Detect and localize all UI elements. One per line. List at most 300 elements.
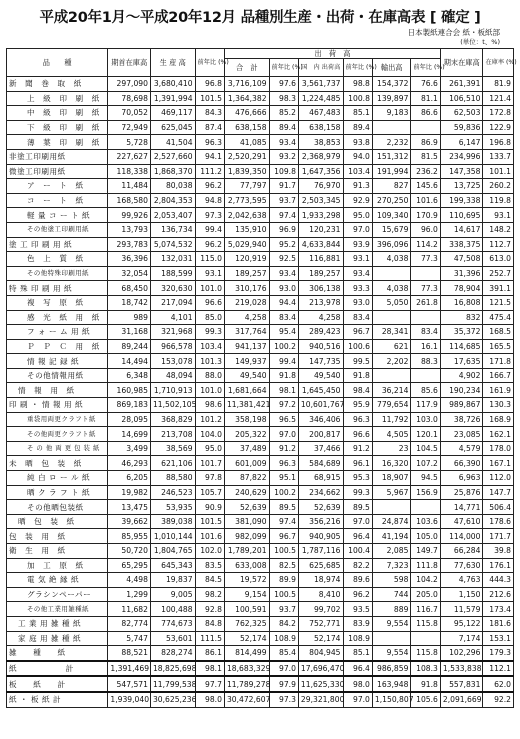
table-cell: 98.2: [195, 587, 224, 602]
table-cell: 261,391: [440, 77, 483, 92]
table-cell: 310,176: [224, 281, 269, 296]
table-cell: 28,341: [372, 325, 411, 340]
table-cell: 50,720: [108, 544, 151, 559]
table-cell: 234,662: [298, 485, 343, 500]
table-cell: 9,183: [372, 106, 411, 121]
row-name: その他情報用紙: [7, 368, 108, 383]
table-cell: 96.3: [269, 456, 298, 471]
table-row: [7, 500, 514, 515]
table-cell: 18,683,329: [224, 661, 269, 677]
header-production: 生 産 高: [150, 49, 195, 77]
table-cell: 1,839,350: [224, 164, 269, 179]
table-cell: 94.8: [195, 193, 224, 208]
table-cell: 120,231: [298, 222, 343, 237]
table-cell: 444.3: [483, 573, 514, 588]
table-cell: 53,601: [150, 631, 195, 646]
table-cell: 189,257: [298, 266, 343, 281]
table-cell: 136,734: [150, 222, 195, 237]
table-cell: 260.2: [483, 179, 514, 194]
table-cell: 506.4: [483, 500, 514, 515]
row-name: 晒 包 装 紙: [7, 514, 108, 529]
table-cell: 14,699: [108, 427, 151, 442]
table-cell: 168.9: [483, 412, 514, 427]
table-cell: 11,625,330: [298, 676, 343, 692]
table-cell: 941,137: [224, 339, 269, 354]
table-cell: 82,774: [108, 616, 151, 631]
table-cell: 111.2: [195, 164, 224, 179]
table-cell: 93.2: [269, 149, 298, 164]
table-row: [7, 616, 514, 631]
table-row: [7, 602, 514, 617]
table-cell: 189,257: [224, 266, 269, 281]
table-cell: 93.1: [195, 266, 224, 281]
table-cell: 95.9: [343, 398, 372, 413]
table-cell: 99.4: [195, 222, 224, 237]
table-cell: 106,510: [440, 91, 483, 106]
table-cell: 168,580: [108, 193, 151, 208]
header-shipments: 出 荷 高: [224, 49, 440, 59]
table-cell: 41,085: [224, 135, 269, 150]
table-cell: 76.6: [411, 77, 440, 92]
table-cell: 476,666: [224, 106, 269, 121]
table-cell: 102.0: [195, 544, 224, 559]
table-cell: 261.8: [411, 295, 440, 310]
table-cell: 53,935: [150, 500, 195, 515]
header-closing-stock: 期末在庫高: [440, 49, 483, 77]
table-cell: 77.3: [411, 281, 440, 296]
table-cell: 117.9: [411, 398, 440, 413]
row-name: 電 気 絶 縁 紙: [7, 573, 108, 588]
table-cell: 475.4: [483, 310, 514, 325]
table-cell: 94.4: [269, 295, 298, 310]
table-cell: 547,571: [108, 676, 151, 692]
row-name: Ｐ Ｐ Ｃ 用 紙: [7, 339, 108, 354]
table-cell: 109,340: [372, 208, 411, 223]
table-cell: 3,716,109: [224, 77, 269, 92]
row-name: 微塗工印刷用紙: [7, 164, 108, 179]
table-row: [7, 310, 514, 325]
table-cell: 104.0: [195, 427, 224, 442]
table-cell: 85.0: [195, 310, 224, 325]
table-cell: 2,368,979: [298, 149, 343, 164]
table-cell: 91.8: [269, 368, 298, 383]
table-cell: 92.9: [343, 193, 372, 208]
table-cell: 147.7: [483, 485, 514, 500]
table-cell: 97.0: [343, 514, 372, 529]
table-cell: 48,094: [150, 368, 195, 383]
table-cell: 107.2: [411, 456, 440, 471]
table-row: [7, 295, 514, 310]
header-total: 合 計: [224, 59, 269, 77]
row-name: 色 上 質 紙: [7, 252, 108, 267]
table-cell: 105.7: [195, 485, 224, 500]
table-row: [7, 222, 514, 237]
table-cell: 7,174: [440, 631, 483, 646]
table-cell: 97.7: [195, 676, 224, 692]
table-cell: 2,804,353: [150, 193, 195, 208]
table-cell: 156.9: [411, 485, 440, 500]
row-name: その他工業用雑種紙: [7, 602, 108, 617]
table-cell: 88.0: [195, 368, 224, 383]
table-cell: 108.9: [269, 631, 298, 646]
table-cell: 78,904: [440, 281, 483, 296]
header-item: 品 種: [7, 49, 108, 77]
table-cell: 5,747: [108, 631, 151, 646]
table-cell: 212.6: [483, 587, 514, 602]
table-row: [7, 456, 514, 471]
table-row: [7, 120, 514, 135]
table-cell: 3,499: [108, 441, 151, 456]
table-cell: 103.4: [195, 339, 224, 354]
table-row: [7, 573, 514, 588]
table-cell: 120,919: [224, 252, 269, 267]
table-cell: 234,996: [440, 149, 483, 164]
table-cell: 4,763: [440, 573, 483, 588]
table-cell: 95.4: [269, 325, 298, 340]
table-cell: 46,293: [108, 456, 151, 471]
table-cell: 13,793: [108, 222, 151, 237]
table-cell: 98.1: [269, 383, 298, 398]
table-cell: 11,682: [108, 602, 151, 617]
table-cell: 989: [108, 310, 151, 325]
header-production-yoy: 前年比 (%): [195, 49, 224, 77]
table-cell: 89.9: [269, 573, 298, 588]
table-cell: 91.3: [343, 179, 372, 194]
table-cell: 98.0: [195, 692, 224, 707]
table-row: [7, 368, 514, 383]
table-cell: 1,299: [108, 587, 151, 602]
table-cell: 97.8: [195, 471, 224, 486]
row-name: 家 庭 用 雑 種 紙: [7, 631, 108, 646]
table-cell: [411, 266, 440, 281]
table-cell: 97.0: [343, 222, 372, 237]
table-cell: 100.2: [269, 485, 298, 500]
table-cell: 4,498: [108, 573, 151, 588]
table-cell: 97.2: [269, 398, 298, 413]
table-body: [7, 77, 514, 708]
table-cell: 135,910: [224, 222, 269, 237]
table-cell: 176.1: [483, 558, 514, 573]
table-cell: 645,343: [150, 558, 195, 573]
table-cell: 100,591: [224, 602, 269, 617]
table-cell: 80,038: [150, 179, 195, 194]
table-cell: 93.7: [269, 193, 298, 208]
table-cell: 82.5: [269, 558, 298, 573]
table-cell: 2,503,345: [298, 193, 343, 208]
table-cell: 601,009: [224, 456, 269, 471]
table-cell: 1,645,450: [298, 383, 343, 398]
table-cell: 62.0: [483, 676, 514, 692]
table-cell: 5,967: [372, 485, 411, 500]
table-cell: 91.8: [343, 368, 372, 383]
table-cell: 320,630: [150, 281, 195, 296]
table-cell: [411, 368, 440, 383]
table-cell: 94.0: [343, 149, 372, 164]
header-opening-stock: 期首在庫高: [108, 49, 151, 77]
table-cell: 86.9: [411, 135, 440, 150]
table-cell: 396,096: [372, 237, 411, 252]
table-row: [7, 135, 514, 150]
table-cell: 109.8: [269, 164, 298, 179]
table-cell: 297,090: [108, 77, 151, 92]
table-cell: 90.9: [195, 500, 224, 515]
table-cell: 101.7: [195, 456, 224, 471]
table-cell: 83.4: [269, 310, 298, 325]
table-cell: 96.3: [343, 412, 372, 427]
table-cell: 103.6: [411, 514, 440, 529]
table-cell: 93.4: [269, 266, 298, 281]
table-cell: 101.0: [195, 281, 224, 296]
table-cell: 940,516: [298, 339, 343, 354]
row-name: その他両更クラフト紙: [7, 427, 108, 442]
table-cell: 181.6: [483, 616, 514, 631]
table-cell: 114,000: [440, 529, 483, 544]
table-cell: 18,742: [108, 295, 151, 310]
table-cell: 2,232: [372, 135, 411, 150]
table-cell: 356,216: [298, 514, 343, 529]
table-row: [7, 339, 514, 354]
table-cell: 293,783: [108, 237, 151, 252]
table-cell: 98.8: [343, 77, 372, 92]
table-cell: 982,099: [224, 529, 269, 544]
table-cell: 52,639: [224, 500, 269, 515]
table-cell: 97.6: [269, 77, 298, 92]
table-row: [7, 558, 514, 573]
table-cell: 84.2: [269, 616, 298, 631]
table-cell: 35,372: [440, 325, 483, 340]
row-name: 感 光 紙 用 紙: [7, 310, 108, 325]
table-cell: [411, 310, 440, 325]
table-cell: 47,610: [440, 514, 483, 529]
row-name: 下 級 印 刷 紙: [7, 120, 108, 135]
table-cell: 10,601,767: [298, 398, 343, 413]
row-name: コ ー ト 紙: [7, 193, 108, 208]
table-cell: 827: [372, 179, 411, 194]
row-name: 非塗工印刷用紙: [7, 149, 108, 164]
table-cell: 2,085: [372, 544, 411, 559]
table-cell: 99.5: [343, 354, 372, 369]
table-cell: 102,296: [440, 646, 483, 661]
table-cell: 236.2: [411, 164, 440, 179]
table-cell: 163,948: [372, 676, 411, 692]
table-cell: 93.9: [343, 237, 372, 252]
table-cell: 96.7: [343, 325, 372, 340]
table-cell: 99.3: [343, 485, 372, 500]
row-name: 晒 ク ラ フ ト 紙: [7, 485, 108, 500]
table-cell: 97.0: [269, 427, 298, 442]
table-row: [7, 587, 514, 602]
table-cell: 190,234: [440, 383, 483, 398]
table-cell: 95.0: [343, 208, 372, 223]
table-cell: 93.1: [343, 252, 372, 267]
table-cell: 317,764: [224, 325, 269, 340]
table-cell: 227,627: [108, 149, 151, 164]
table-cell: 104.2: [411, 573, 440, 588]
table-cell: 91.8: [411, 676, 440, 692]
table-cell: 89.4: [269, 120, 298, 135]
table-cell: 270,250: [372, 193, 411, 208]
table-cell: 132,031: [150, 252, 195, 267]
table-cell: 246,523: [150, 485, 195, 500]
table-cell: 4,579: [440, 441, 483, 456]
table-cell: 94.5: [411, 471, 440, 486]
table-cell: 633,008: [224, 558, 269, 573]
table-cell: 89.5: [269, 500, 298, 515]
table-cell: 93.4: [343, 266, 372, 281]
table-cell: 32,054: [108, 266, 151, 281]
table-cell: 68,915: [298, 471, 343, 486]
table-cell: 89.5: [343, 500, 372, 515]
table-cell: 133.7: [483, 149, 514, 164]
table-cell: 171.7: [483, 529, 514, 544]
table-row: [7, 208, 514, 223]
table-cell: 78,698: [108, 91, 151, 106]
table-cell: 16,320: [372, 456, 411, 471]
header-domestic: 国 内 出荷高: [298, 59, 343, 77]
table-cell: [372, 266, 411, 281]
table-cell: 167.1: [483, 456, 514, 471]
table-cell: 96.2: [343, 587, 372, 602]
table-cell: 38,726: [440, 412, 483, 427]
table-cell: 5,728: [108, 135, 151, 150]
table-cell: 160,985: [108, 383, 151, 398]
table-row: [7, 661, 514, 677]
table-cell: 814,499: [224, 646, 269, 661]
table-cell: 11,381,421: [224, 398, 269, 413]
table-cell: 115.8: [411, 616, 440, 631]
table-cell: 59,836: [440, 120, 483, 135]
table-cell: 178.0: [483, 441, 514, 456]
table-cell: 38,569: [150, 441, 195, 456]
table-cell: 93.0: [343, 295, 372, 310]
table-cell: 101.3: [195, 354, 224, 369]
table-cell: 52,174: [298, 631, 343, 646]
table-cell: 96.9: [269, 222, 298, 237]
table-cell: 97.9: [269, 676, 298, 692]
table-cell: 165.5: [483, 339, 514, 354]
table-cell: 1,868,370: [150, 164, 195, 179]
table-row: [7, 471, 514, 486]
table-cell: 70,052: [108, 106, 151, 121]
table-cell: 100.5: [269, 544, 298, 559]
table-cell: 3,561,737: [298, 77, 343, 92]
table-cell: 93.8: [343, 135, 372, 150]
table-cell: 15,679: [372, 222, 411, 237]
row-name: 軽 量 コ ー ト 紙: [7, 208, 108, 223]
table-cell: 1,681,664: [224, 383, 269, 398]
table-cell: 170.9: [411, 208, 440, 223]
table-cell: 95.0: [195, 441, 224, 456]
table-cell: 85.4: [269, 646, 298, 661]
table-cell: 149,937: [224, 354, 269, 369]
table-cell: 149.7: [411, 544, 440, 559]
table-cell: 96.2: [195, 179, 224, 194]
row-name: 加 工 原 紙: [7, 558, 108, 573]
table-cell: 94.1: [195, 149, 224, 164]
table-cell: 108.3: [411, 661, 440, 677]
table-cell: 105.6: [411, 692, 440, 707]
table-cell: 84.3: [195, 106, 224, 121]
table-cell: 99,926: [108, 208, 151, 223]
table-row: [7, 266, 514, 281]
table-cell: 111.8: [411, 558, 440, 573]
table-cell: 1,710,913: [150, 383, 195, 398]
table-cell: 99.3: [195, 325, 224, 340]
table-cell: 389,038: [150, 514, 195, 529]
table-cell: 122.9: [483, 120, 514, 135]
row-name: フ ォ ー ム 用 紙: [7, 325, 108, 340]
table-cell: 613.0: [483, 252, 514, 267]
table-cell: 31,168: [108, 325, 151, 340]
table-cell: 19,837: [150, 573, 195, 588]
table-cell: 100,488: [150, 602, 195, 617]
table-cell: 289,423: [298, 325, 343, 340]
header-export: 輸出高: [372, 59, 411, 77]
table-cell: 940,905: [298, 529, 343, 544]
table-cell: 11,799,538: [150, 676, 195, 692]
table-cell: 91.2: [269, 441, 298, 456]
table-cell: 97.3: [195, 208, 224, 223]
table-cell: 116,881: [298, 252, 343, 267]
table-cell: 638,158: [298, 120, 343, 135]
table-cell: 1,150: [440, 587, 483, 602]
row-name: そ の 他 両 更 包 装 紙: [7, 441, 108, 456]
table-cell: 989,867: [440, 398, 483, 413]
table-row: [7, 354, 514, 369]
table-cell: [372, 310, 411, 325]
table-cell: 87,822: [224, 471, 269, 486]
table-cell: 3,680,410: [150, 77, 195, 92]
row-name: 薄 葉 印 刷 紙: [7, 135, 108, 150]
table-row: [7, 281, 514, 296]
table-cell: 100.5: [269, 587, 298, 602]
table-cell: 168.5: [483, 325, 514, 340]
table-cell: 4,633,844: [298, 237, 343, 252]
header-total-yoy: 前年比 (%): [269, 59, 298, 77]
table-cell: 85.6: [411, 383, 440, 398]
table-cell: 346,406: [298, 412, 343, 427]
table-row: [7, 631, 514, 646]
table-cell: 83.5: [195, 558, 224, 573]
table-cell: 145.6: [411, 179, 440, 194]
table-cell: 28,095: [108, 412, 151, 427]
table-cell: 76,970: [298, 179, 343, 194]
table-cell: 11,484: [108, 179, 151, 194]
table-cell: [411, 120, 440, 135]
table-cell: 101.5: [195, 514, 224, 529]
table-cell: 37,489: [224, 441, 269, 456]
table-cell: 103.4: [343, 164, 372, 179]
table-cell: 153.1: [483, 631, 514, 646]
table-cell: 96.7: [269, 529, 298, 544]
table-cell: 625,045: [150, 120, 195, 135]
table-cell: 1,804,765: [150, 544, 195, 559]
table-cell: 83.4: [411, 325, 440, 340]
table-row: [7, 252, 514, 267]
table-cell: 16.1: [411, 339, 440, 354]
table-cell: 321,968: [150, 325, 195, 340]
table-cell: 97.4: [269, 208, 298, 223]
table-cell: 1,933,298: [298, 208, 343, 223]
table-cell: 4,505: [372, 427, 411, 442]
table-row: [7, 193, 514, 208]
table-cell: 2,042,638: [224, 208, 269, 223]
table-cell: 112.1: [483, 661, 514, 677]
table-cell: 368,829: [150, 412, 195, 427]
table-cell: 97.0: [343, 692, 372, 707]
table-cell: 105.0: [411, 529, 440, 544]
table-cell: 6,348: [108, 368, 151, 383]
